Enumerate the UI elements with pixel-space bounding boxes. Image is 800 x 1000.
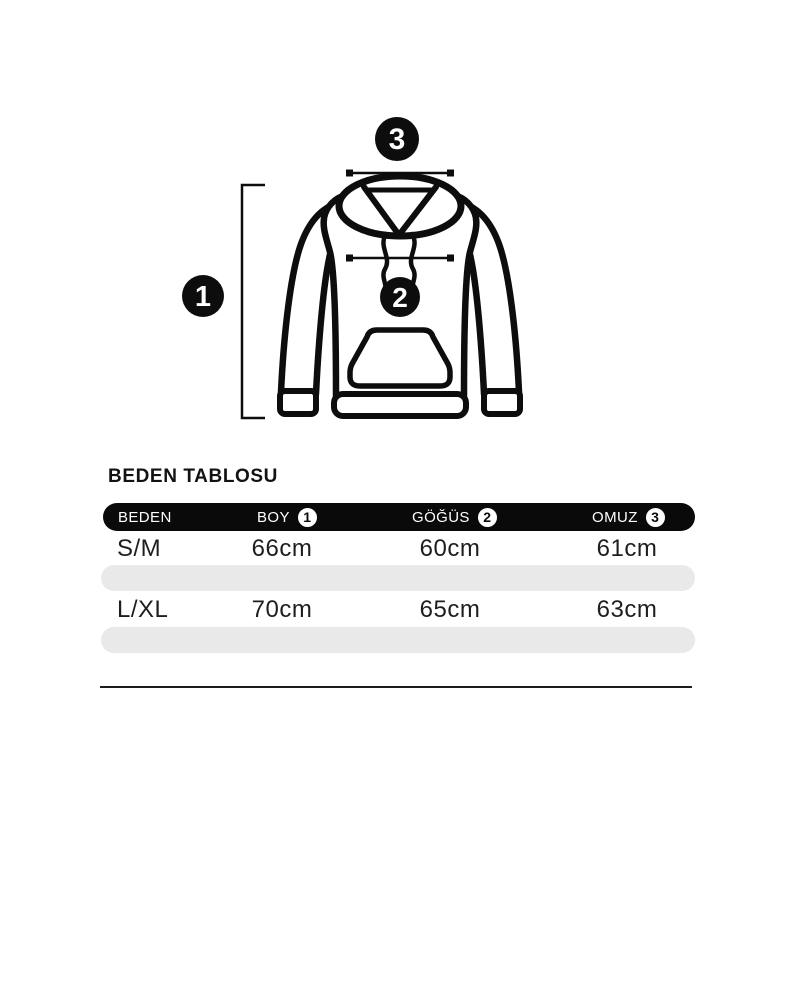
- header-col-omuz: [592, 503, 666, 531]
- table-row-1-boy: 66cm: [251, 535, 313, 562]
- header-badge-3-icon: 3: [645, 507, 666, 528]
- length-bracket: [242, 185, 265, 418]
- table-row-spacer: [101, 565, 695, 591]
- badge-3-label: 3: [388, 123, 406, 156]
- table-row-2-gogus: 65cm: [419, 596, 481, 623]
- table-row-spacer: [101, 627, 695, 653]
- header-col-size-label: BEDEN: [118, 508, 172, 526]
- badge-2-label: 2: [392, 282, 408, 313]
- header-col-gogus: [412, 503, 498, 531]
- table-row-1-omuz: 61cm: [596, 535, 658, 562]
- header-col-omuz-label: OMUZ: [592, 508, 638, 526]
- badge-1-label: 1: [194, 281, 212, 313]
- header-col-gogus-label: GÖĞÜS: [412, 508, 470, 526]
- kangaroo-pocket: [350, 330, 450, 386]
- header-badge-1-icon: 1: [297, 507, 318, 528]
- size-chart-title: BEDEN TABLOSU: [108, 466, 279, 487]
- measure-badge-1-icon: [182, 275, 224, 317]
- measure-badge-3-icon: [375, 117, 419, 161]
- hoodie-measurement-diagram: [0, 0, 800, 450]
- hem-band: [334, 394, 466, 416]
- header-col-boy-label: BOY: [257, 508, 290, 526]
- header-col-size: [118, 503, 172, 531]
- right-cuff: [484, 391, 520, 414]
- measure-badge-2-icon: [380, 277, 420, 317]
- table-row-2-omuz: 63cm: [596, 596, 658, 623]
- bottom-divider: [100, 686, 692, 688]
- table-row-2-size: L/XL: [117, 596, 169, 623]
- left-cuff: [280, 391, 316, 414]
- size-table-header-row: [103, 503, 695, 531]
- header-col-boy: [257, 503, 318, 531]
- table-row-1-gogus: 60cm: [419, 535, 481, 562]
- table-row-2-boy: 70cm: [251, 596, 313, 623]
- table-row-1-size: S/M: [117, 535, 162, 562]
- header-badge-2-icon: 2: [477, 507, 498, 528]
